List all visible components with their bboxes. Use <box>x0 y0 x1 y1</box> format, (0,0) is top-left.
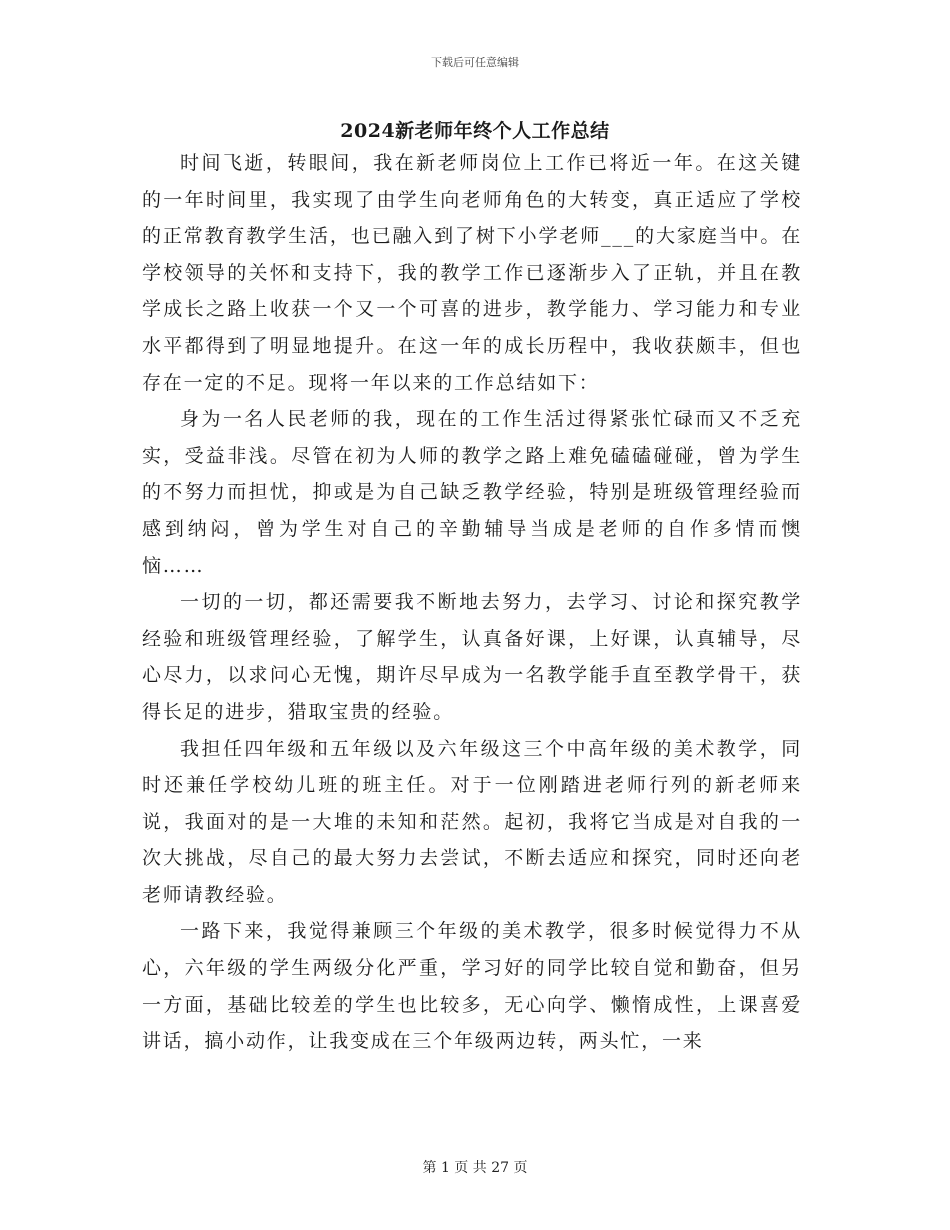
document-body <box>142 145 802 1060</box>
page-number: 第 1 页 共 27 页 <box>422 1160 528 1176</box>
paragraph: 时间飞逝，转眼间，我在新老师岗位上工作已将近一年。在这关键的一年时间里，我实现了由学生向老师角色的大转变，真正适应了学校的正常教育教学生活，也已融入到了树下小学老师___的大家庭当中。在学校领导的关怀和支持下，我的教学工作已逐渐步入了正轨，并且在教学成长之路上收获一个又一个可喜的进步，教学能力、学习能力和专业水平都得到了明显地提升。在这一年的成长历程中，我收获颇丰，但也存在一定的不足。现将一年以来的工作总结如下： <box>142 152 802 394</box>
paragraph: 一路下来，我觉得兼顾三个年级的美术教学，很多时候觉得力不从心，六年级的学生两级分化严重，学习好的同学比较自觉和勤奋，但另一方面，基础比较差的学生也比较多，无心向学、懒惰成性，上课喜爱讲话，搞小动作，让我变成在三个年级两边转，两头忙，一来 <box>142 920 802 1053</box>
paragraph: 一切的一切，都还需要我不断地去努力，去学习、讨论和探究教学经验和班级管理经验，了解学生，认真备好课，上好课，认真辅导，尽心尽力，以求问心无愧，期许尽早成为一名教学能手直至教学骨干，获得长足的进步，猎取宝贵的经验。 <box>142 591 802 723</box>
paragraph: 身为一名人民老师的我，现在的工作生活过得紧张忙碌而又不乏充实，受益非浅。尽管在初为人师的教学之路上难免磕磕碰碰，曾为学生的不努力而担忧，抑或是为自己缺乏教学经验，特别是班级管理经验而感到纳闷，曾为学生对自己的辛勤辅导当成是老师的自作多情而懊恼…… <box>142 408 802 577</box>
header-note: 下载后可任意编辑 <box>431 56 519 69</box>
document-title: 2024新老师年终个人工作总结 <box>340 120 610 142</box>
paragraph: 我担任四年级和五年级以及六年级这三个中高年级的美术教学，同时还兼任学校幼儿班的班主任。对于一位刚踏进老师行列的新老师来说，我面对的是一大堆的未知和茫然。起初，我将它当成是对自我的一次大挑战，尽自己的最大努力去尝试，不断去适应和探究，同时还向老老师请教经验。 <box>142 737 802 906</box>
